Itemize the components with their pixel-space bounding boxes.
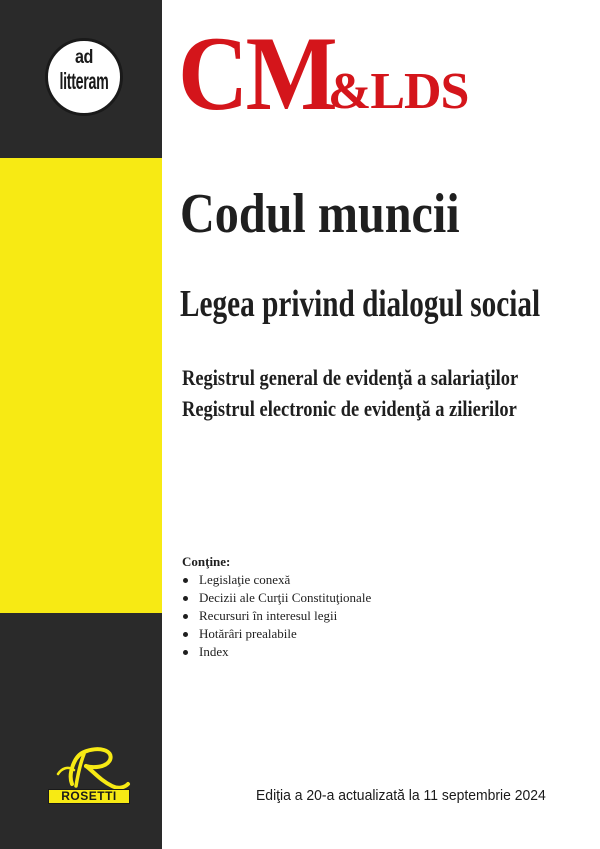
publisher-name: ROSETTI [48,789,130,804]
register-line-1: Registrul general de evidenţă a salariaţilor [182,365,519,390]
contents-item: Legislaţie conexă [182,571,371,589]
book-subtitle: Legea privind dialogul social [180,283,541,325]
logo-line-2: litteram [59,68,109,94]
contents-heading: Conţine: [182,554,231,569]
contents-item: Recursuri în interesul legii [182,607,371,625]
spine-yellow-band [0,158,162,613]
rosetti-r-monogram-icon [54,744,132,792]
ad-litteram-logo [45,38,123,116]
collection-brand [178,15,469,132]
contents-item: Index [182,643,371,661]
brand-cm: CM [178,15,335,132]
logo-line-1: ad [74,47,94,68]
register-line-2: Registrul electronic de evidenţă a zilierilor [182,396,517,421]
book-title: Codul muncii [180,183,460,245]
rosetti-publisher-logo [48,744,138,806]
brand-lds: &LDS [328,63,469,120]
contents-block [182,554,371,661]
contents-item: Hotărâri prealabile [182,625,371,643]
contents-list [182,571,371,661]
contents-item: Decizii ale Curţii Constituţionale [182,589,371,607]
edition-line: Ediţia a 20-a actualizată la 11 septembrie 2024 [256,787,546,804]
spine-bottom-band [0,613,162,849]
